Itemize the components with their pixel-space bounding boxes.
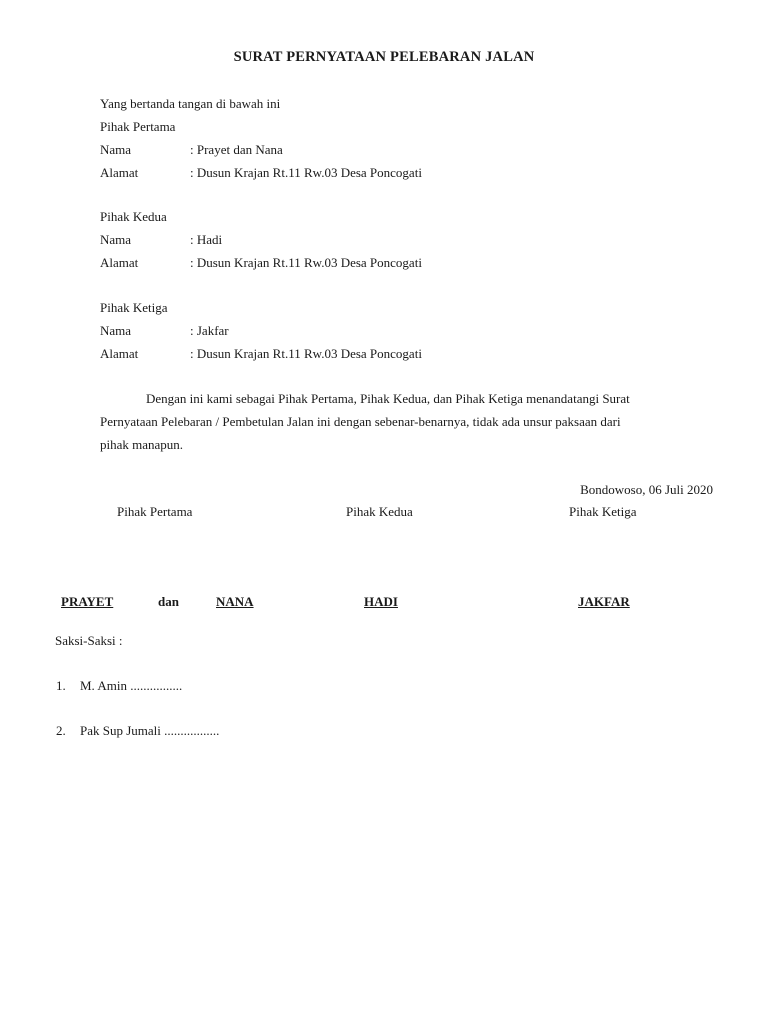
party-3-address-label: Alamat xyxy=(100,346,139,361)
party-1-name-value: : Prayet dan Nana xyxy=(190,142,283,157)
signer-connector: dan xyxy=(158,594,179,609)
party-2-heading: Pihak Kedua xyxy=(100,209,167,224)
party-1-name-label: Nama xyxy=(100,142,132,157)
witness-1-number: 1. xyxy=(56,678,66,693)
statement-paragraph xyxy=(100,387,715,456)
signature-header-second: Pihak Kedua xyxy=(346,504,413,519)
party-2-name-label: Nama xyxy=(100,232,132,247)
witness-2-text: Pak Sup Jumali ................. xyxy=(80,723,220,738)
witness-2-number: 2. xyxy=(56,723,66,738)
signer-prayet: PRAYET xyxy=(61,594,114,609)
signer-jakfar: JAKFAR xyxy=(578,594,630,609)
party-2-name-value: : Hadi xyxy=(190,232,223,247)
witness-heading: Saksi-Saksi : xyxy=(55,633,123,648)
statement-line: Pernyataan Pelebaran / Pembetulan Jalan ini dengan sebenar-benarnya, tidak ada unsur paksaan dari xyxy=(100,414,621,429)
statement-line: Dengan ini kami sebagai Pihak Pertama, Pihak Kedua, dan Pihak Ketiga menandatangi Surat xyxy=(146,391,630,406)
signer-nana: NANA xyxy=(216,594,254,609)
party-1-address-value: : Dusun Krajan Rt.11 Rw.03 Desa Poncogati xyxy=(190,165,422,180)
party-2-address-label: Alamat xyxy=(100,255,139,270)
statement-line: pihak manapun. xyxy=(100,437,184,452)
party-1-heading: Pihak Pertama xyxy=(100,119,176,134)
document-title: SURAT PERNYATAAN PELEBARAN JALAN xyxy=(233,49,535,65)
party-3-address-value: : Dusun Krajan Rt.11 Rw.03 Desa Poncogati xyxy=(190,346,422,361)
place-date: Bondowoso, 06 Juli 2020 xyxy=(580,482,713,497)
party-3-name-value: : Jakfar xyxy=(190,323,229,338)
signer-hadi: HADI xyxy=(364,594,398,609)
intro-text: Yang bertanda tangan di bawah ini xyxy=(100,96,281,111)
witness-1-text: M. Amin ................ xyxy=(80,678,183,693)
party-3-heading: Pihak Ketiga xyxy=(100,300,168,315)
party-3-name-label: Nama xyxy=(100,323,132,338)
party-1-address-label: Alamat xyxy=(100,165,139,180)
signature-header-first: Pihak Pertama xyxy=(117,504,193,519)
signature-header-third: Pihak Ketiga xyxy=(569,504,637,519)
party-2-address-value: : Dusun Krajan Rt.11 Rw.03 Desa Poncogati xyxy=(190,255,422,270)
